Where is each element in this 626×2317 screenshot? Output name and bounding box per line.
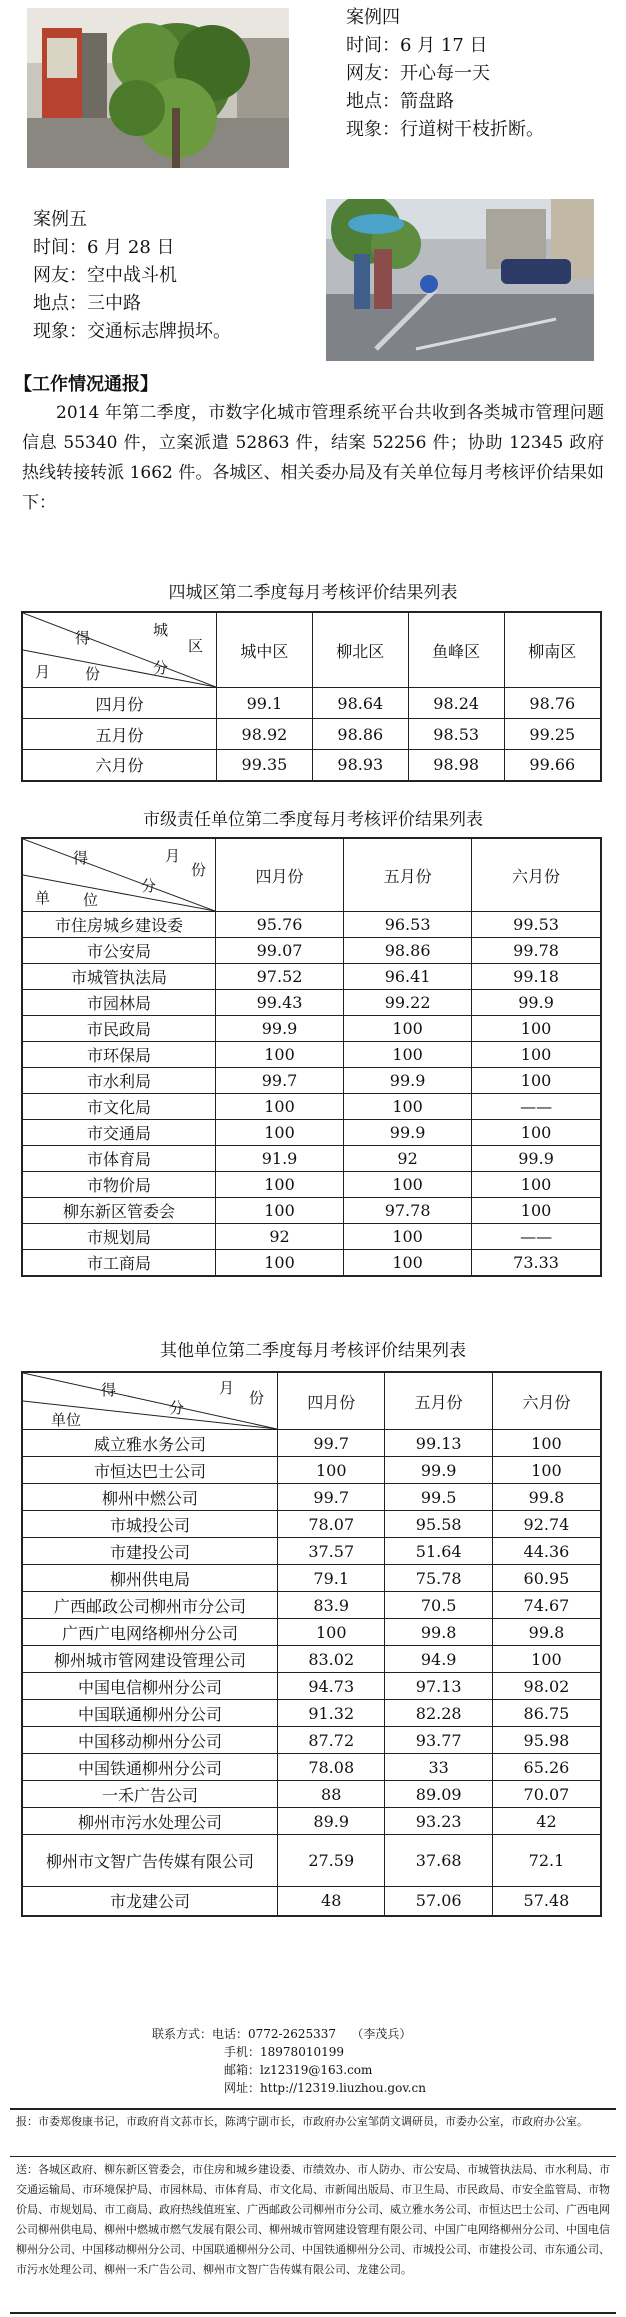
table-row: 五月份 98.92 98.86 98.53 99.25 — [22, 719, 601, 750]
table-row: 柳东新区管委会 100 97.78 100 — [22, 1198, 601, 1224]
footer-song: 送：各城区政府、柳东新区管委会，市住房和城乡建设委、市绩效办、市人防办、市公安局、市城管执法局、市水利局、市交通运输局、市环境保护局、市园林局、市体育局、市文化局、市新闻出版局、市卫生局、市民政局、市安全监管局、市物价局、市规划局、市工商局、政府热线值班室、广西邮政公司柳州市分公司、威立雅水务公司、市恒达巴士公司、广西电网公司柳州供电局、柳州中燃城市燃气发展有限公司、柳州城市管网建设管理有限公司、中国广电网络柳州分公司、中国电信柳州分公司、中国移动柳州分公司、中国联通柳州分公司、中国铁通柳州分公司、市城投公司、市建投公司、市东通公司、市污水处理公司、柳州一禾广告公司、柳州市文智广告传媒有限公司、龙建公司。 — [16, 2163, 610, 2276]
table-row: 市民政局 99.9 100 100 — [22, 1016, 601, 1042]
table3-col-header: 四月份 — [278, 1372, 385, 1430]
table-row: 柳州供电局 79.1 75.78 60.95 — [22, 1565, 601, 1592]
report-paragraph: 2014 年第二季度，市数字化城市管理系统平台共收到各类城市管理问题信息 55340 件，立案派遣 52863 件，结案 52256 件；协助 12345 政府热线转接转派 1662 件。各城区、相关委办局及有关单位每月考核评价结果如下： — [22, 403, 604, 513]
table-row: 广西广电网络柳州分公司 100 99.8 99.8 — [22, 1619, 601, 1646]
table1-title: 四城区第二季度每月考核评价结果列表 — [168, 583, 458, 603]
table-row: 市龙建公司 48 57.06 57.48 — [22, 1887, 601, 1916]
table-row: 市公安局 99.07 98.86 99.78 — [22, 938, 601, 964]
table3 — [21, 1371, 602, 1917]
case4-photo — [27, 8, 289, 168]
case4-issue: 现象：行道树干枝折断。 — [346, 119, 544, 140]
table-row: 四月份 99.1 98.64 98.24 98.76 — [22, 688, 601, 719]
case5-issue: 现象：交通标志牌损坏。 — [33, 321, 231, 342]
table3-corner: 得 月 份 分 单位 — [22, 1372, 278, 1430]
table1-col-header: 柳南区 — [504, 612, 601, 688]
table-row: 中国联通柳州分公司 91.32 82.28 86.75 — [22, 1700, 601, 1727]
case5-place: 地点：三中路 — [33, 293, 141, 314]
case4-user: 网友：开心每一天 — [346, 63, 490, 84]
table-row: 中国铁通柳州分公司 78.08 33 65.26 — [22, 1754, 601, 1781]
table-row: 市规划局 92 100 —— — [22, 1224, 601, 1250]
table2-title: 市级责任单位第二季度每月考核评价结果列表 — [143, 810, 483, 830]
table-row: 市交通局 100 99.9 100 — [22, 1120, 601, 1146]
table-row: 市城管执法局 97.52 96.41 99.18 — [22, 964, 601, 990]
table-row: 市建投公司 37.57 51.64 44.36 — [22, 1538, 601, 1565]
contact-mobile: 18978010199 — [260, 2045, 344, 2059]
case5-title: 案例五 — [33, 209, 87, 230]
table2-col-header: 四月份 — [216, 838, 344, 912]
table-row: 市园林局 99.43 99.22 99.9 — [22, 990, 601, 1016]
case4-place: 地点：箭盘路 — [346, 91, 454, 112]
case4-time: 时间：6 月 17 日 — [346, 35, 488, 56]
table3-col-header: 六月份 — [492, 1372, 601, 1430]
table2-col-header: 六月份 — [472, 838, 601, 912]
table-row: 市文化局 100 100 —— — [22, 1094, 601, 1120]
table-row: 一禾广告公司 88 89.09 70.07 — [22, 1781, 601, 1808]
table-row: 威立雅水务公司 99.7 99.13 100 — [22, 1430, 601, 1457]
table-row: 广西邮政公司柳州市分公司 83.9 70.5 74.67 — [22, 1592, 601, 1619]
footer-divider-middle — [10, 2156, 616, 2157]
table1-corner: 城 区 得 分 月 份 — [22, 612, 217, 688]
table-row: 市工商局 100 100 73.33 — [22, 1250, 601, 1276]
contact-block: 联系方式：电话：0772-2625337 （李茂兵） 手机：18978010199 邮箱：lz12319@163.com 网址：http://12319.liuzhou.gov.cn — [152, 2027, 426, 2095]
contact-phone: 0772-2625337 — [248, 2027, 337, 2041]
table-row: 柳州城市管网建设管理公司 83.02 94.9 100 — [22, 1646, 601, 1673]
report-heading: 【工作情况通报】 — [14, 374, 158, 395]
table-row: 市环保局 100 100 100 — [22, 1042, 601, 1068]
table-row: 中国移动柳州分公司 87.72 93.77 95.98 — [22, 1727, 601, 1754]
table-row: 市物价局 100 100 100 — [22, 1172, 601, 1198]
contact-person: （李茂兵） — [351, 2027, 412, 2041]
table1 — [21, 611, 602, 782]
footer-bao: 报：市委郑俊康书记，市政府肖文荪市长，陈鸿宁副市长，市政府办公室邹荫文调研员，市委办公室，市政府办公室。 — [16, 2115, 588, 2128]
table1-col-header: 鱼峰区 — [408, 612, 504, 688]
table2-col-header: 五月份 — [344, 838, 472, 912]
footer-divider-bottom — [10, 2312, 616, 2314]
case5-time: 时间：6 月 28 日 — [33, 237, 175, 258]
table-row: 市恒达巴士公司 100 99.9 100 — [22, 1457, 601, 1484]
footer-divider-top — [10, 2108, 616, 2110]
table-row: 市水利局 99.7 99.9 100 — [22, 1068, 601, 1094]
case5-user: 网友：空中战斗机 — [33, 265, 177, 286]
table3-title: 其他单位第二季度每月考核评价结果列表 — [160, 1341, 466, 1361]
contact-label: 联系方式：电话： — [152, 2027, 249, 2041]
table-row: 市体育局 91.9 92 99.9 — [22, 1146, 601, 1172]
table1-col-header: 城中区 — [217, 612, 313, 688]
table2 — [21, 837, 602, 1277]
table2-corner: 得 月 份 分 单 位 — [22, 838, 216, 912]
contact-website[interactable]: http://12319.liuzhou.gov.cn — [260, 2081, 426, 2095]
table-row: 柳州市污水处理公司 89.9 93.23 42 — [22, 1808, 601, 1835]
table-row: 中国电信柳州分公司 94.73 97.13 98.02 — [22, 1673, 601, 1700]
case4-title: 案例四 — [346, 7, 400, 28]
table3-col-header: 五月份 — [385, 1372, 492, 1430]
table-row: 市住房城乡建设委 95.76 96.53 99.53 — [22, 912, 601, 938]
contact-email[interactable]: lz12319@163.com — [260, 2063, 373, 2077]
table-row: 柳州市文智广告传媒有限公司 27.59 37.68 72.1 — [22, 1835, 601, 1887]
table1-col-header: 柳北区 — [312, 612, 408, 688]
table-row: 六月份 99.35 98.93 98.98 99.66 — [22, 750, 601, 781]
case5-photo — [326, 199, 594, 361]
table-row: 柳州中燃公司 99.7 99.5 99.8 — [22, 1484, 601, 1511]
table-row: 市城投公司 78.07 95.58 92.74 — [22, 1511, 601, 1538]
